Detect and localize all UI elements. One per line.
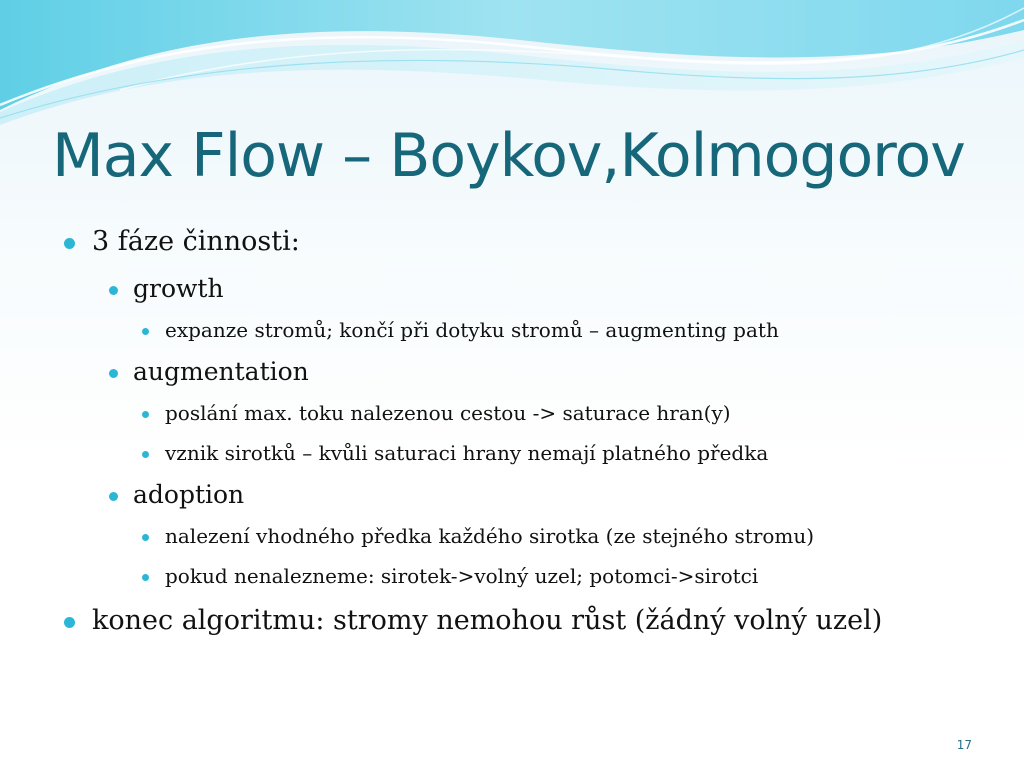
- bullet-phases: 3 fáze činnosti:: [92, 226, 300, 257]
- bullet-dot: [142, 574, 149, 581]
- bullet-dot: [109, 369, 118, 378]
- bullet-augmentation-detail-1: poslání max. toku nalezenou cestou -> saturace hran(y): [165, 401, 731, 425]
- bullet-augmentation-detail-2: vznik sirotků – kvůli saturaci hrany nemají platného předka: [165, 441, 769, 465]
- slide-number: 17: [956, 738, 972, 752]
- bullet-dot: [109, 492, 118, 501]
- bullet-augmentation: augmentation: [133, 357, 309, 386]
- bullet-dot: [142, 534, 149, 541]
- bullet-dot: [142, 451, 149, 458]
- bullet-dot: [142, 328, 149, 335]
- bullet-adoption: adoption: [133, 480, 245, 509]
- bullet-growth: growth: [133, 274, 224, 303]
- bullet-dot: [109, 286, 118, 295]
- bullet-dot: [142, 411, 149, 418]
- bullet-growth-detail: expanze stromů; končí při dotyku stromů – augmenting path: [165, 318, 779, 342]
- bullet-dot: [64, 617, 75, 628]
- slide-title: Max Flow – Boykov,Kolmogorov: [52, 121, 965, 191]
- bullet-end: konec algoritmu: stromy nemohou růst (žádný volný uzel): [92, 605, 883, 636]
- bullet-adoption-detail-2: pokud nenalezneme: sirotek->volný uzel; potomci->sirotci: [165, 564, 759, 588]
- bullet-adoption-detail-1: nalezení vhodného předka každého sirotka (ze stejného stromu): [165, 524, 815, 548]
- bullet-dot: [64, 238, 75, 249]
